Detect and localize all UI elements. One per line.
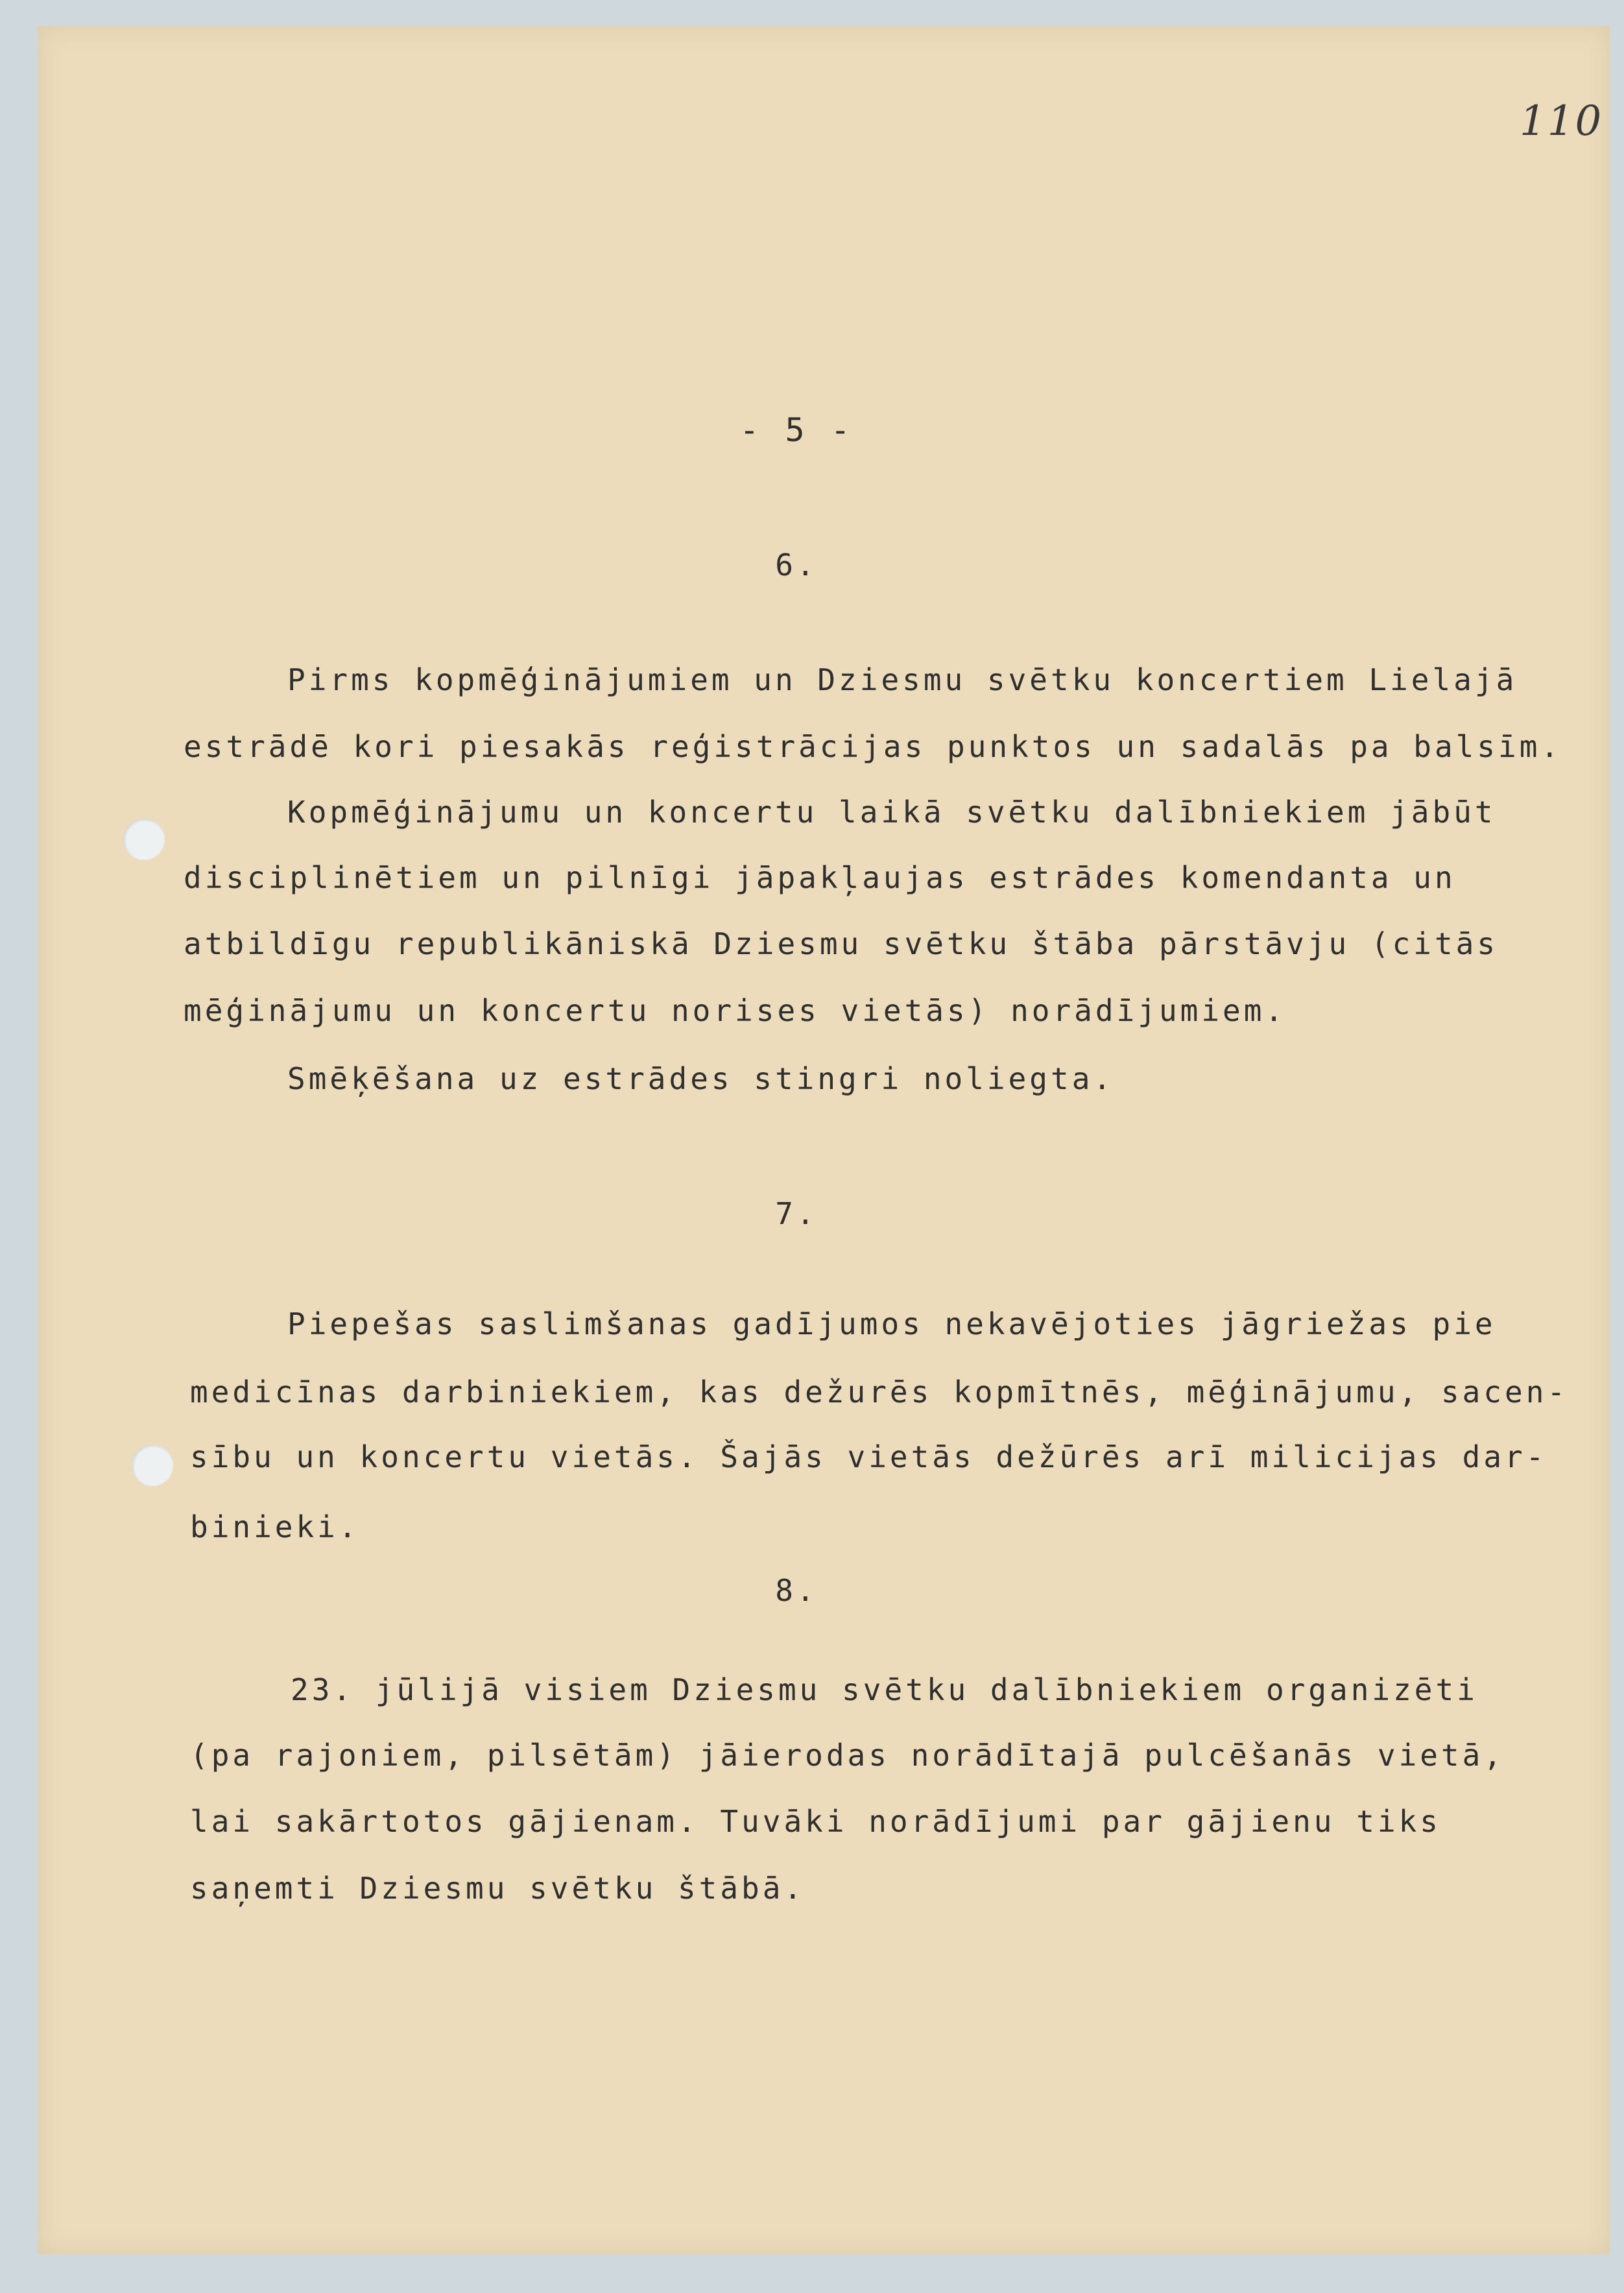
punch-hole <box>123 819 165 860</box>
folio-number: 110 <box>1520 97 1603 145</box>
paragraph-line: estrādē kori piesakās reģistrācijas punktos un sadalās pa balsīm. <box>184 729 1562 764</box>
paragraph-line: sību un koncertu vietās. Šajās vietās dežūrēs arī milicijas dar- <box>190 1439 1547 1474</box>
paragraph-line: binieki. <box>190 1509 360 1544</box>
paragraph-line: Kopmēģinājumu un koncertu laikā svētku dalībniekiem jābūt <box>287 795 1496 830</box>
paragraph-line: (pa rajoniem, pilsētām) jāierodas norādītajā pulcēšanās vietā, <box>190 1738 1505 1773</box>
paragraph-line: Piepešas saslimšanas gadījumos nekavējoties jāgriežas pie <box>287 1306 1496 1341</box>
document-page <box>38 26 1610 2254</box>
paragraph-line: Smēķēšana uz estrādes stingri noliegta. <box>287 1061 1115 1096</box>
paragraph-line: 23. jūlijā visiem Dziesmu svētku dalībniekiem organizēti <box>291 1672 1478 1707</box>
section-number-6: 6. <box>775 547 818 582</box>
paragraph-line: lai sakārtotos gājienam. Tuvāki norādījumi par gājienu tiks <box>190 1804 1441 1839</box>
section-number-7: 7. <box>775 1196 818 1231</box>
section-number-8: 8. <box>775 1573 818 1608</box>
paragraph-line: mēģinājumu un koncertu norises vietās) norādījumiem. <box>184 993 1287 1028</box>
paragraph-line: Pirms kopmēģinājumiem un Dziesmu svētku koncertiem Lielajā <box>287 662 1518 697</box>
paragraph-line: saņemti Dziesmu svētku štābā. <box>190 1871 806 1906</box>
paragraph-line: medicīnas darbiniekiem, kas dežurēs kopmītnēs, mēģinājumu, sacen- <box>190 1375 1569 1410</box>
paragraph-line: atbildīgu republikāniskā Dziesmu svētku štāba pārstāvju (citās <box>184 926 1499 961</box>
page-number: - 5 - <box>739 411 854 449</box>
punch-hole <box>132 1445 173 1486</box>
paragraph-line: disciplinētiem un pilnīgi jāpakļaujas estrādes komendanta un <box>184 860 1456 895</box>
